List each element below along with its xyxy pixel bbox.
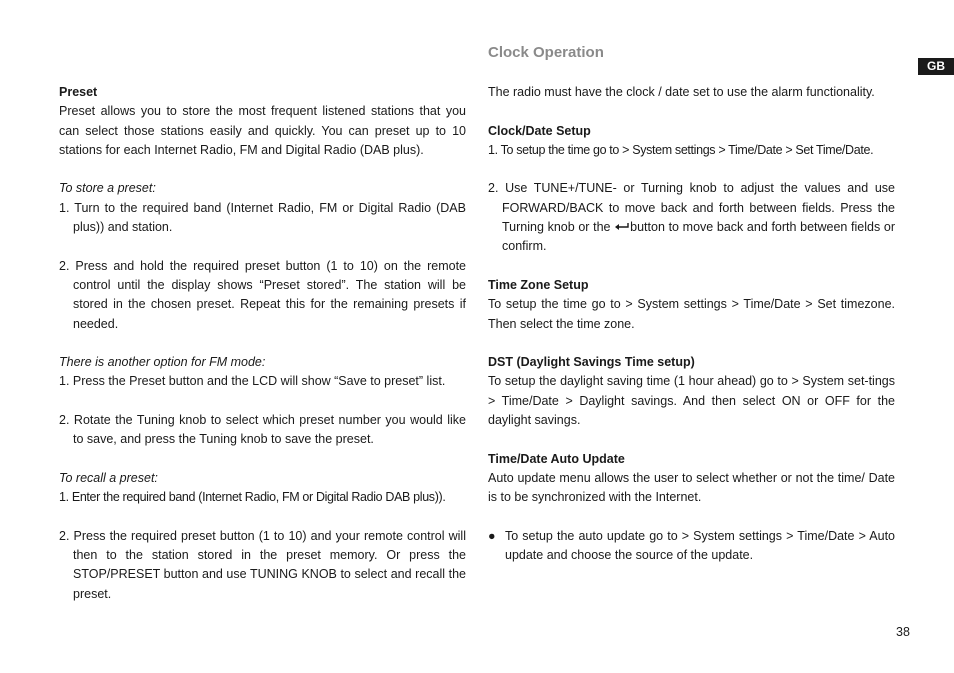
- recall-preset-heading: To recall a preset:: [59, 470, 158, 485]
- clock-step-2-text-b: button to move back and forth between fields or confirm.: [502, 220, 895, 254]
- enter-arrow-icon: [614, 222, 630, 232]
- store-preset-heading: To store a preset:: [59, 181, 156, 196]
- recall-step-1: 1. Enter the required band (Internet Radio, FM or Digital Radio DAB plus)).: [59, 490, 446, 505]
- language-tab: GB: [918, 58, 954, 75]
- bullet-dot-icon: ●: [488, 528, 496, 543]
- auto-update-bullet: [488, 527, 895, 566]
- clock-intro: The radio must have the clock / date set to use the alarm functionality.: [488, 85, 875, 99]
- clock-step-2-text-a: 2. Use TUNE+/TUNE- or Turning knob to adjust the values and use FORWARD/BACK to move back and forth between fields. Press the Turning knob or the: [488, 181, 895, 235]
- page-number: 38: [896, 625, 910, 639]
- time-zone-heading: Time Zone Setup: [488, 277, 589, 292]
- fm-option-heading: There is another option for FM mode:: [59, 355, 266, 370]
- auto-update-heading: Time/Date Auto Update: [488, 451, 625, 466]
- section-title-clock-operation: Clock Operation: [488, 44, 604, 61]
- store-step-1: 1. Turn to the required band (Internet Radio, FM or Digital Radio (DAB plus)) and station.: [59, 200, 466, 235]
- dst-heading: DST (Daylight Savings Time setup): [488, 355, 695, 370]
- auto-update-paragraph: Auto update menu allows the user to select whether or not the time/ Date is to be synchronized with the Internet.: [488, 470, 895, 505]
- fm-step-2: 2. Rotate the Tuning knob to select which preset number you would like to save, and press the Tuning knob to save the preset.: [59, 413, 466, 447]
- preset-paragraph: Preset allows you to store the most frequent listened stations that you can select those stations easily and quickly. You can preset up to 10 stations for each Internet Radio, FM and Digital Radio (DAB plus).: [59, 104, 466, 157]
- clock-step-1: 1. To setup the time go to > System settings > Time/Date > Set Time/Date.: [488, 142, 874, 157]
- auto-update-bullet-text: To setup the auto update go to > System settings > Time/Date > Auto update and choose the source of the update.: [505, 528, 895, 563]
- preset-heading: Preset: [59, 85, 98, 99]
- recall-step-2: 2. Press the required preset button (1 to 10) and your remote control will then to the station stored in the preset memory. Or press the STOP/PRESET button and use TUNING KNOB to select and recall the preset.: [59, 528, 466, 601]
- right-column: [488, 83, 895, 565]
- dst-paragraph: To setup the daylight saving time (1 hour ahead) go to > System set-tings > Time/Date > Daylight savings. And then select ON or OFF for the daylight savings.: [488, 374, 895, 428]
- time-zone-paragraph: To setup the time go to > System settings > Time/Date > Set timezone. Then select the time zone.: [488, 297, 895, 331]
- clock-date-setup-heading: Clock/Date Setup: [488, 123, 591, 138]
- left-column: [59, 83, 466, 604]
- store-step-2: 2. Press and hold the required preset button (1 to 10) on the remote control until the display shows “Preset stored”. The station will be stored in the chosen preset. Repeat this for the remaining presets if needed.: [59, 258, 466, 331]
- fm-step-1: 1. Press the Preset button and the LCD will show “Save to preset” list.: [59, 374, 446, 389]
- clock-step-2: [488, 179, 895, 256]
